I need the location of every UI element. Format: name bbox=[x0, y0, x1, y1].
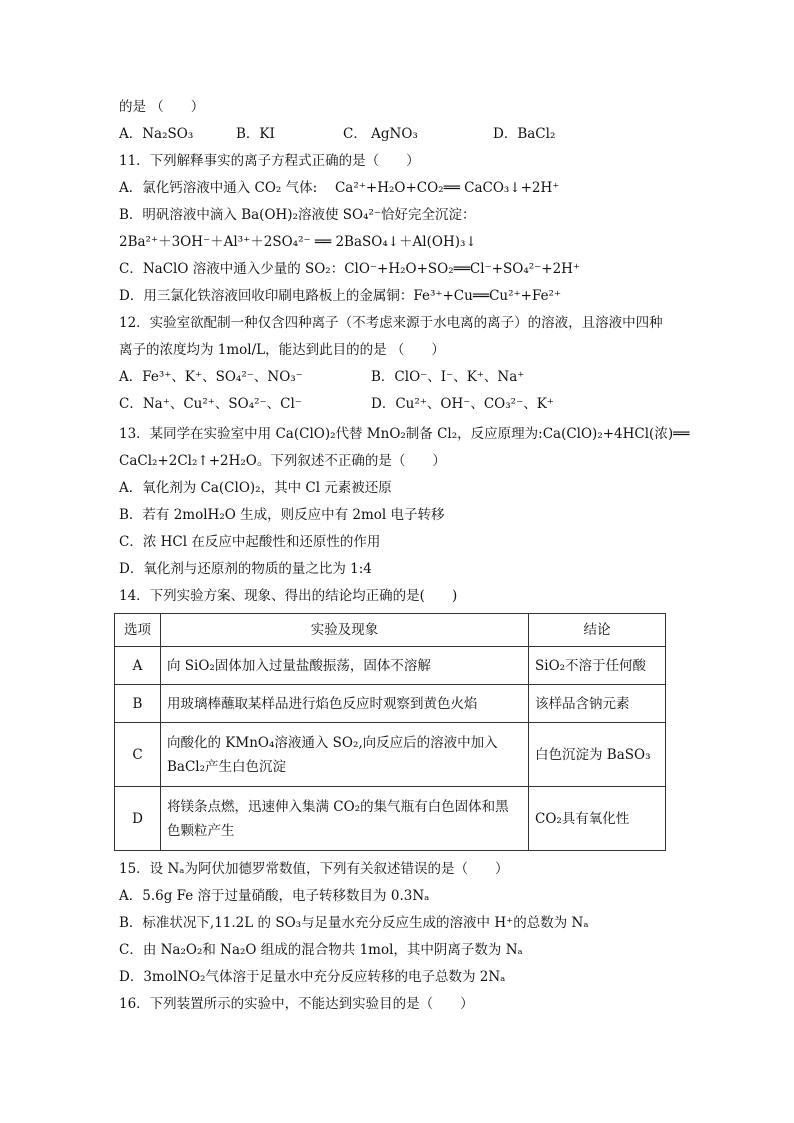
header-experiment: 实验及现象 bbox=[161, 614, 529, 647]
q11-option-c: C．NaClO 溶液中通入少量的 SO₂：ClO⁻+H₂O+SO₂══Cl⁻+SO₄²⁻+2H⁺ bbox=[119, 261, 581, 277]
q11-option-b: B．明矾溶液中滴入 Ba(OH)₂溶液使 SO₄²⁻恰好完全沉淀： bbox=[119, 207, 476, 223]
row-conclusion: 该样品含钠元素 bbox=[529, 685, 666, 723]
q12-option-b: B．ClO⁻、I⁻、K⁺、Na⁺ bbox=[371, 369, 525, 385]
q13-stem-line1: 13．某同学在实验室中用 Ca(ClO)₂代替 MnO₂制备 Cl₂，反应原理为:Ca(ClO)₂+4HCl(浓)══ bbox=[119, 426, 690, 442]
row-experiment: 用玻璃棒蘸取某样品进行焰色反应时观察到黄色火焰 bbox=[161, 685, 529, 723]
header-option: 选项 bbox=[115, 614, 161, 647]
q13-option-c: C．浓 HCl 在反应中起酸性和还原性的作用 bbox=[119, 534, 381, 550]
q15-stem: 15．设 Nₐ为阿伏加德罗常数值，下列有关叙述错误的是（ ） bbox=[119, 861, 509, 877]
q12-stem-line2: 离子的浓度均为 1mol/L，能达到此目的的是 （ ） bbox=[119, 342, 445, 358]
q15-option-b: B．标准状况下,11.2L 的 SO₃与足量水充分反应生成的溶液中 H⁺的总数为 Nₐ bbox=[119, 915, 589, 931]
q15-option-a: A．5.6g Fe 溶于过量硝酸，电子转移数目为 0.3Nₐ bbox=[119, 888, 430, 904]
q10-option-b: B．KI bbox=[236, 126, 275, 142]
q16-stem: 16．下列装置所示的实验中，不能达到实验目的是（ ） bbox=[119, 996, 474, 1012]
q10-option-d: D．BaCl₂ bbox=[493, 126, 556, 142]
q11-option-d: D．用三氯化铁溶液回收印刷电路板上的金属铜：Fe³⁺+Cu══Cu²⁺+Fe²⁺ bbox=[119, 288, 562, 304]
row-option: A bbox=[115, 647, 161, 685]
row-conclusion: SiO₂不溶于任何酸 bbox=[529, 647, 666, 685]
q10-option-a: A．Na₂SO₃ bbox=[119, 126, 194, 142]
table-row bbox=[115, 685, 666, 723]
row-option: B bbox=[115, 685, 161, 723]
row-option: C bbox=[115, 723, 161, 787]
q13-option-b: B．若有 2molH₂O 生成，则反应中有 2mol 电子转移 bbox=[119, 507, 445, 523]
q11-option-b-equation: 2Ba²⁺＋3OH⁻＋Al³⁺＋2SO₄²⁻ ══ 2BaSO₄↓＋Al(OH)₃↓ bbox=[119, 234, 477, 250]
q13-option-d: D．氧化剂与还原剂的物质的量之比为 1:4 bbox=[119, 561, 372, 577]
row-conclusion: 白色沉淀为 BaSO₃ bbox=[529, 723, 666, 787]
row-option: D bbox=[115, 787, 161, 851]
q12-option-a: A．Fe³⁺、K⁺、SO₄²⁻、NO₃⁻ bbox=[119, 369, 303, 385]
q11-option-a: A．氯化钙溶液中通入 CO₂ 气体: Ca²⁺+H₂O+CO₂══ CaCO₃↓+2H⁺ bbox=[119, 180, 560, 196]
q13-option-a: A．氧化剂为 Ca(ClO)₂，其中 Cl 元素被还原 bbox=[119, 480, 392, 496]
table-row bbox=[115, 723, 666, 787]
q15-option-d: D．3molNO₂气体溶于足量水中充分反应转移的电子总数为 2Nₐ bbox=[119, 969, 506, 985]
header-conclusion: 结论 bbox=[529, 614, 666, 647]
table-row bbox=[115, 787, 666, 851]
q10-stem-tail: 的是 （ ） bbox=[119, 99, 205, 115]
q14-table bbox=[114, 613, 666, 851]
q13-stem-line2: CaCl₂+2Cl₂↑+2H₂O。下列叙述不正确的是（ ） bbox=[119, 453, 446, 469]
q14-stem: 14．下列实验方案、现象、得出的结论均正确的是( ) bbox=[119, 588, 458, 604]
q12-option-c: C．Na⁺、Cu²⁺、SO₄²⁻、Cl⁻ bbox=[119, 396, 302, 412]
table-row bbox=[115, 647, 666, 685]
q12-stem-line1: 12．实验室欲配制一种仅含四种离子（不考虑来源于水电离的离子）的溶液，且溶液中四种 bbox=[119, 315, 663, 331]
table-header-row bbox=[115, 614, 666, 647]
row-experiment: 向 SiO₂固体加入过量盐酸振荡，固体不溶解 bbox=[161, 647, 529, 685]
row-conclusion: CO₂具有氧化性 bbox=[529, 787, 666, 851]
row-experiment: 向酸化的 KMnO₄溶液通入 SO₂,向反应后的溶液中加入 BaCl₂产生白色沉淀 bbox=[161, 723, 529, 787]
q10-option-c: C． AgNO₃ bbox=[343, 126, 418, 142]
row-experiment: 将镁条点燃，迅速伸入集满 CO₂的集气瓶有白色固体和黑色颗粒产生 bbox=[161, 787, 529, 851]
q15-option-c: C．由 Na₂O₂和 Na₂O 组成的混合物共 1mol，其中阴离子数为 Nₐ bbox=[119, 942, 523, 958]
q11-stem: 11．下列解释事实的离子方程式正确的是（ ） bbox=[119, 153, 420, 169]
q12-option-d: D．Cu²⁺、OH⁻、CO₃²⁻、K⁺ bbox=[371, 396, 554, 412]
